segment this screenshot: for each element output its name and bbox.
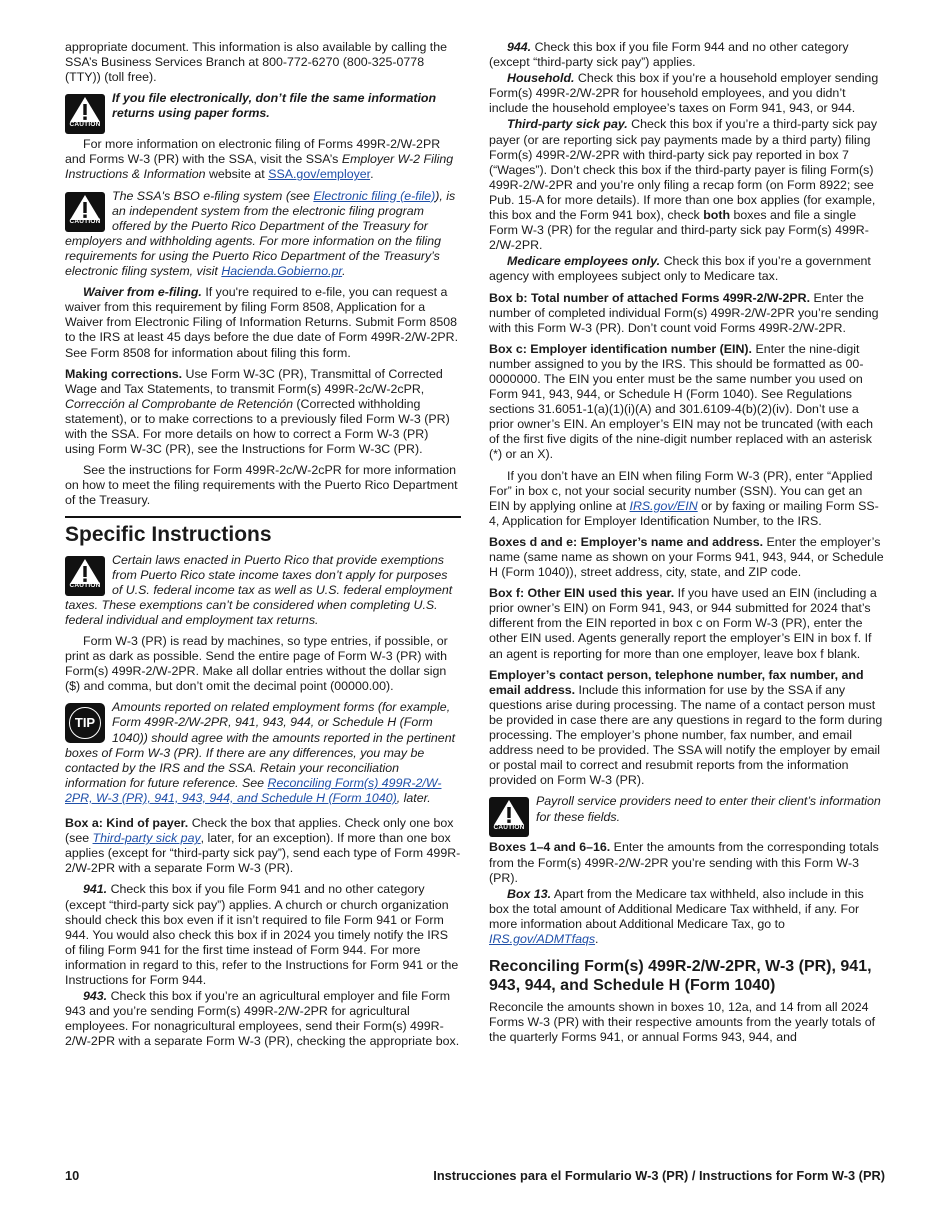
paragraph-machine-read: Form W-3 (PR) is read by machines, so type entries, if possible, or print as dark as possible. Send the entire page of Form W-3 (PR) with Form(s) 499R-2/W-2PR. Make all dollar entries without the dollar sign ($) and comma, but don’t omit the decimal point (00000.00). [65,634,448,694]
paragraph-box-f: Box f: Other EIN used this year. If you have used an EIN (including a prior owner’s EIN) on Form 941, 943, or 944 submitted for 2024 that’s different from the EIN reported in box c on Form W-3 (PR), enter the other EIN used. Agents generally report the employer’s EIN in box f. If an agent is reporting for more than one employer, leave box f blank. [489,586,877,661]
page-number: 10 [65,1168,80,1183]
hacienda-link[interactable]: Hacienda.Gobierno.pr [221,264,343,279]
caution-icon: CAUTION [489,797,529,837]
paragraph-box-b: Box b: Total number of attached Forms 499R-2/W-2PR. Enter the number of completed individual Form(s) 499R-2/W-2PR you’re sending with this Form W-3 (PR). Don’t count void Forms 499R-2/W-2PR. [489,290,879,335]
electronic-filing-link[interactable]: Electronic filing (e-file) [313,188,436,203]
paragraph-944: 944. Check this box if you file Form 944 and no other category (except “third-party sick pay”) applies. [489,40,849,70]
paragraph-medicare-only: Medicare employees only. Check this box if you’re a government agency with employees subject only to Medicare tax. [489,254,871,284]
paragraph-reconcile: Reconcile the amounts shown in boxes 10, 12a, and 14 from all 2024 Forms W-3 (PR) with their respective amounts from the yearly totals of the quarterly Forms 941, or annual Forms 943, 944, and [489,1000,876,1045]
caution-icon: CAUTION [65,192,105,232]
paragraph-943: 943. Check this box if you’re an agricultural employer and file Form 943 and you’re sending Form(s) 499R-2/W-2PR for agricultural employees. For nonagricultural employees, send their Form(s) 499R-2/W-2PR with a separate Form W-3 (PR), checking the appropriate box. [65,989,460,1049]
reconciling-link[interactable]: Reconciling Form(s) 499R-2/W-2PR, W-3 (PR), 941, 943, 944, and Schedule H (Form 1040) [65,775,442,805]
paragraph-box-13: Box 13. Apart from the Medicare tax withheld, also include in this box the total amount of Additional Medicare Tax withheld, if any. For more information about Additional Medicare Tax, go to IRS.gov/ADMTfaqs. [489,886,864,946]
section-heading-specific-instructions: Specific Instructions [65,523,272,547]
caution-exemptions-note: CAUTION Certain laws enacted in Puerto Rico that provide exemptions from Puerto Rico state income taxes don’t apply for purposes of U.S. federal income tax as well as U.S. federal employment taxes. These exemptions can’t be considered when completing U.S. federal individual and employment tax returns. [65,552,453,627]
right-column [489,40,885,1051]
caution-efile-note: CAUTION If you file electronically, don’t file the same information returns using paper forms. [65,91,461,131]
tip-icon: TIP [65,703,105,743]
heading-reconciling: Reconciling Form(s) 499R-2/W-2PR, W-3 (PR), 941, 943, 944, and Schedule H (Form 1040) [489,958,872,995]
paragraph-ssa-contact: appropriate document. This information is also available by calling the SSA’s Business Services Branch at 800-772-6270 (800-325-0778 (TTY)) (toll free). [65,40,448,85]
paragraph-third-party-sick-pay: Third-party sick pay. Check this box if you’re a third-party sick pay payer (or are reporting sick pay payments made by a third party) filing Form(s) 499R-2/W-2PR with third-party sick pay reported in box 7 (“Wages”). Don’t check this box if the third-party payer is filing Form(s) 499R-2/W-2PR and you’re only filing a recap form (on Form 8922; see Pub. 15-A for more details). If more than one box applies (for example, this box and the Form 941 box), check both boxes and file a single Form W-3 (PR) for the regular and third-party sick pay Form(s) 499R-2/W-2PR. [489,117,878,253]
paragraph-household: Household. Check this box if you’re a household employer sending Form(s) 499R-2/W-2PR for household employees, and you didn’t include the household employee’s taxes on Form 941, 943, or 944. [489,71,879,116]
paragraph-see-instructions: See the instructions for Form 499R-2c/W-2cPR for more information on how to meet the filing requirements with the Puerto Rico Department of the Treasury. [65,463,458,508]
paragraph-box-d-e: Boxes d and e: Employer’s name and address. Enter the employer’s name (same name as shown on your Forms 941, 943, 944, or Schedule H (Form 1040)), street address, city, state, and ZIP code. [489,534,884,580]
third-party-sick-pay-link[interactable]: Third-party sick pay [92,831,201,846]
paragraph-boxes-1-16: Boxes 1–4 and 6–16. Enter the amounts from the corresponding totals from the Form(s) 499R-2/W-2PR you’re sending with this Form W-3 (PR). [489,840,879,885]
caution-icon: CAUTION [65,556,105,596]
admt-faqs-link[interactable]: IRS.gov/ADMTfaqs [489,931,596,946]
irs-ein-link[interactable]: IRS.gov/EIN [629,498,698,513]
tip-reconcile-note: TIP Amounts reported on related employment forms (for example, Form 499R-2/W-2PR, 941, 943, 944, or Schedule H (Form 1040)) should agree with the amounts reported in the pertinent boxes of Form W-3 (PR). If there are any differences, you may be contacted by the IRS and the SSA. Retain your reconciliation information for future reference. See Reconciling Form(s) 499R-2/W-2PR, W-3 (PR), 941, 943, 944, and Schedule H (Form 1040), later. [65,700,456,805]
ssa-employer-link[interactable]: SSA.gov/employer [268,167,371,182]
caution-bso-note: CAUTION The SSA's BSO e-filing system (see Electronic filing (e-file)), is an independent system from the electronic filing program offered by the Puerto Rico Department of the Treasury for employers and withholding agents. For more information on the filing requirements for using the Puerto Rico Department of the Treasury’s electronic filing system, visit Hacienda.Gobierno.pr. [65,188,456,279]
paragraph-box-a: Box a: Kind of payer. Check the box that applies. Check only one box (see Third-party sick pay, later, for an exception). If more than one box applies (except for “third-party sick pay”), send each type of Form 499R-2/W-2PR with a separate Form W-3 (PR). [65,816,461,876]
paragraph-941: 941. Check this box if you file Form 941 and no other category (except “third-party sick pay”) applies. A church or church organization should check this box even if it isn’t required to file Form 941 or Form 944. You would also check this box if in 2024 you timely notify the IRS of filing Form 941 for the first time instead of Form 944. For more information in regard to this, refer to the Instructions for Form 941 or the Instructions for Form 944. [65,882,459,987]
caution-payroll-note: CAUTION Payroll service providers need to enter their client’s information for these fields. [489,794,885,834]
left-column [65,40,461,1055]
paragraph-efile-info: For more information on electronic filing of Forms 499R-2/W-2PR and Forms W-3 (PR) with the SSA, visit the SSA’s Employer W-2 Filing Instructions & Information website at SSA.gov/employer. [65,137,454,182]
paragraph-corrections: Making corrections. Use Form W-3C (PR), Transmittal of Corrected Wage and Tax Statements, to transmit Form(s) 499R-2c/W-2cPR, Corrección al Comprobante de Retención (Corrected withholding statement), or to make corrections to a previously filed Form W-3 (PR) with the SSA. For more details on how to correct a Form W-3 (PR) using Form W-3C (PR), see the Instructions for Form W-3C (PR). [65,366,450,457]
paragraph-contact: Employer’s contact person, telephone number, fax number, and email address. Include this information for use by the SSA if any questions arise during processing. The name of a contact person must be provided in case there are any questions in regard to the form during processing. The employer’s phone number, fax number, and email address need to be provided. The SSA will notify the employer by email or postal mail to correct and resubmit reports from the information provided on Form W-3 (PR). [489,667,883,788]
paragraph-box-c: Box c: Employer identification number (EIN). Enter the nine-digit number assigned to you by the IRS. This should be formatted as 00-0000000. The EIN you enter must be the same number you used on Form 941, 943, 944, or Schedule H (Form 1040). See Regulations sections 31.6051-1(a)(1)(i)(A) and 301.6109-4(b)(2)(iv). Don’t use a prior owner’s EIN. An employer’s EIN may not be truncated (with each of the first five digits of the nine-digit number replaced with an asterisk (*) or an X). [489,341,874,462]
paragraph-ein: If you don’t have an EIN when filing Form W-3 (PR), enter “Applied For” in box c, not your social security number (SSN). You can get an EIN by applying online at IRS.gov/EIN or by faxing or mailing Form SS-4, Application for Employer Identification Number, to the IRS. [489,468,879,528]
caution-icon: CAUTION [65,94,105,134]
paragraph-waiver: Waiver from e-filing. If you're required to e-file, you can request a waiver from this requirement by filing Form 8508, Application for a Waiver from Electronic Filing of Information Returns. Submit Form 8508 to the IRS at least 45 days before the due date of Form 499R-2/W-2PR. See Form 8508 for information about filing this form. [65,285,459,360]
section-divider [65,516,461,518]
footer-title: Instrucciones para el Formulario W-3 (PR) / Instructions for Form W-3 (PR) [433,1168,885,1183]
